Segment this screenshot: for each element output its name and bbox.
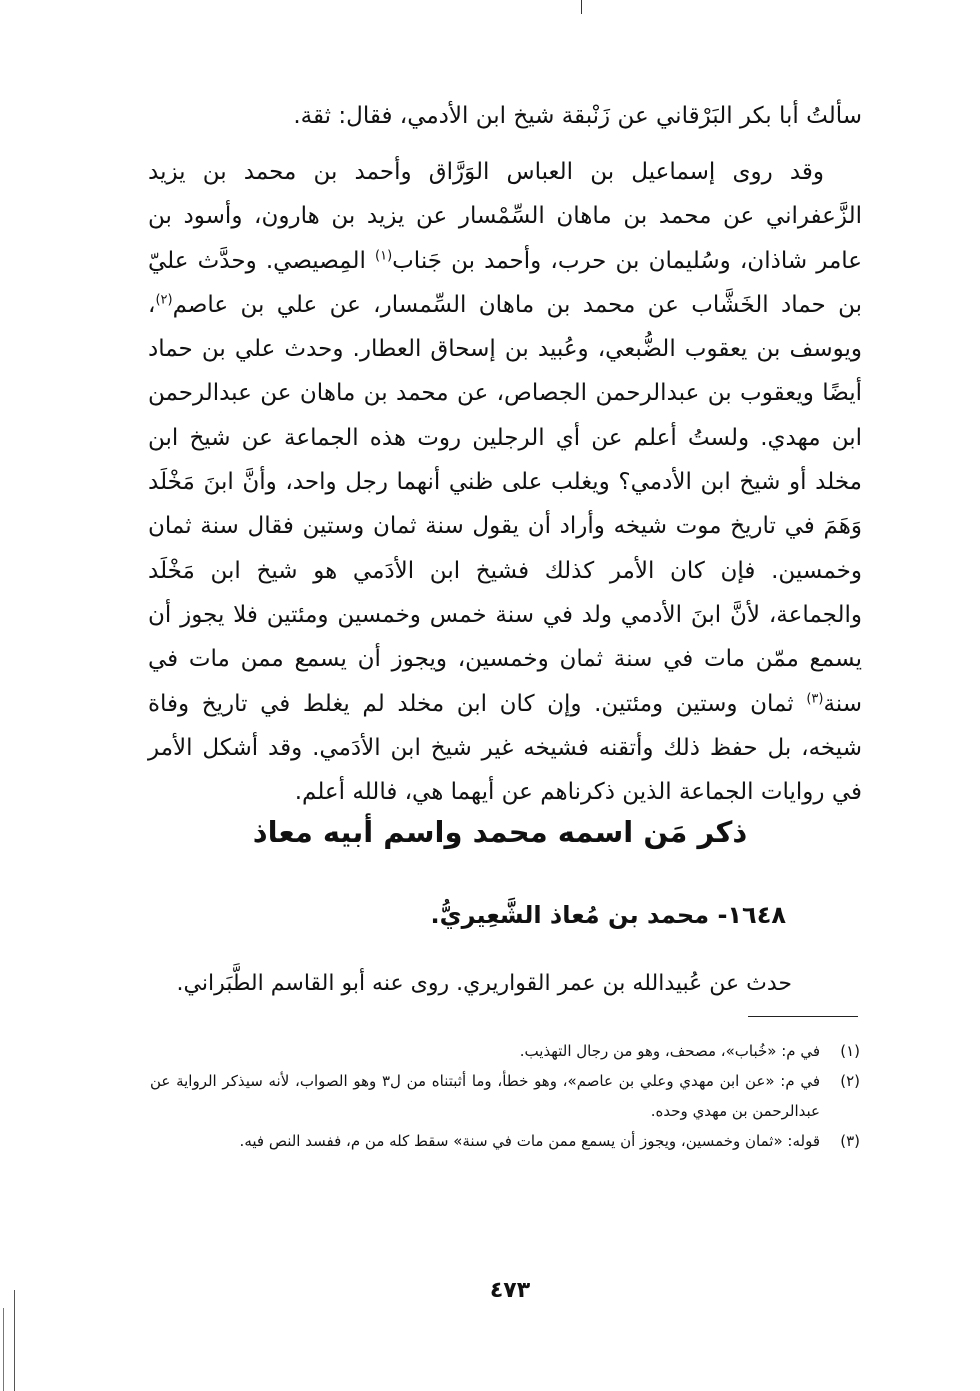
footnote-1	[150, 1036, 860, 1066]
intro-line	[148, 96, 862, 137]
footnotes	[150, 1036, 860, 1156]
footnote-divider	[748, 1016, 858, 1017]
footnote-ref-1[interactable]: (١)	[375, 247, 393, 263]
footnote-number: (٣)	[840, 1132, 860, 1150]
entry-body: حدث عن عُبيدالله بن عمر القواريري. روى عنه أبو القاسم الطَّبَراني.	[176, 971, 792, 996]
section-heading: ذكر مَن اسمه محمد واسم أبيه معاذ	[252, 815, 748, 849]
paragraph-part: ، ويوسف بن يعقوب الضُّبعي، وعُبيد بن إسحاق العطار. وحدث علي بن حماد أيضًا ويعقوب بن عبدالرحمن الجصاص، عن محمد بن ماهان عن عبدالرحمن ابن مهدي. ولستُ أعلم عن أي الرجلين روت هذه الجماعة عن شيخ ابن مخلد أو شيخ ابن الأدمي؟ ويغلب على ظني أنهما رجل واحد، وأنَّ ابنَ مَخْلَد وَهَمَ في تاريخ موت شيخه وأراد أن يقول سنة ثمان وستين فقال سنة ثمان وخمسين. فإن كان الأمر كذلك فشيخ ابن الأدَمي هو شيخ ابن مَخْلَد والجماعة، لأنَّ ابنَ الأدمي ولد في سنة خمس وخمسين ومئتين فلا يجوز أن يسمع ممّن مات في سنة ثمان وخمسين، ويجوز أن يسمع ممن مات في سنة	[148, 291, 862, 717]
paragraph-part: ثمان وستين ومئتين. وإن كان ابن مخلد لم يغلط في تاريخ وفاة شيخه، بل حفظ ذلك وأتقنه فشيخه غير شيخ ابن الأدَمي. وقد أشكل الأمر في روايات الجماعة الذين ذكرناهم عن أيهما هي، فالله أعلم.	[148, 690, 862, 806]
footnote-number: (١)	[840, 1042, 860, 1060]
footnote-ref-2[interactable]: (٢)	[155, 292, 173, 308]
footnote-text: قوله: «ثمان وخمسين، ويجوز أن يسمع ممن مات في سنة» سقط كله من م، ففسد النص فيه.	[239, 1132, 820, 1150]
footnote-3	[150, 1126, 860, 1156]
footnote-2	[150, 1066, 860, 1126]
paragraph-part: وقد روى إسماعيل بن العباس الوَرَّاق وأحمد بن محمد بن يزيد الزَّعفراني عن محمد بن ماهان السِّمْسار عن يزيد بن هارون، وأسود بن عامر شاذان، وسُليمان بن حرب، وأحمد بن جَناب	[148, 159, 862, 274]
footnote-ref-3[interactable]: (٣)	[806, 690, 824, 706]
footnote-text: في م: «عن ابن مهدي وعلي بن عاصم»، وهو خطأ، وما أثبتناه من ل٣ وهو الصواب، لأنه سيذكر الرواية عن عبدالرحمن بن مهدي وحده.	[150, 1072, 821, 1120]
entry-title: ١٦٤٨- محمد بن مُعاذ الشَّعِيريُّ.	[430, 901, 786, 929]
paragraph-part: المِصيصي. وحدَّث عليّ بن حماد الخَشَّاب عن محمد بن ماهان السِّمسار، عن علي بن عاصم	[148, 247, 862, 318]
intro-line-text: سألتُ أبا بكر البَرْقاني عن زَنْبقة شيخ ابن الأدمي، فقال: ثقة.	[293, 103, 862, 129]
scan-edge-mark	[14, 1290, 15, 1391]
main-paragraph	[148, 150, 862, 814]
footnote-number: (٢)	[840, 1072, 860, 1090]
main-paragraph-text	[148, 150, 862, 814]
page-number: ٤٧٣	[489, 1278, 531, 1303]
scan-edge-mark	[3, 1308, 4, 1391]
footnote-text: في م: «خُباب»، مصحف، وهو من رجال التهذيب.	[519, 1042, 820, 1060]
scan-edge-mark	[581, 0, 582, 14]
